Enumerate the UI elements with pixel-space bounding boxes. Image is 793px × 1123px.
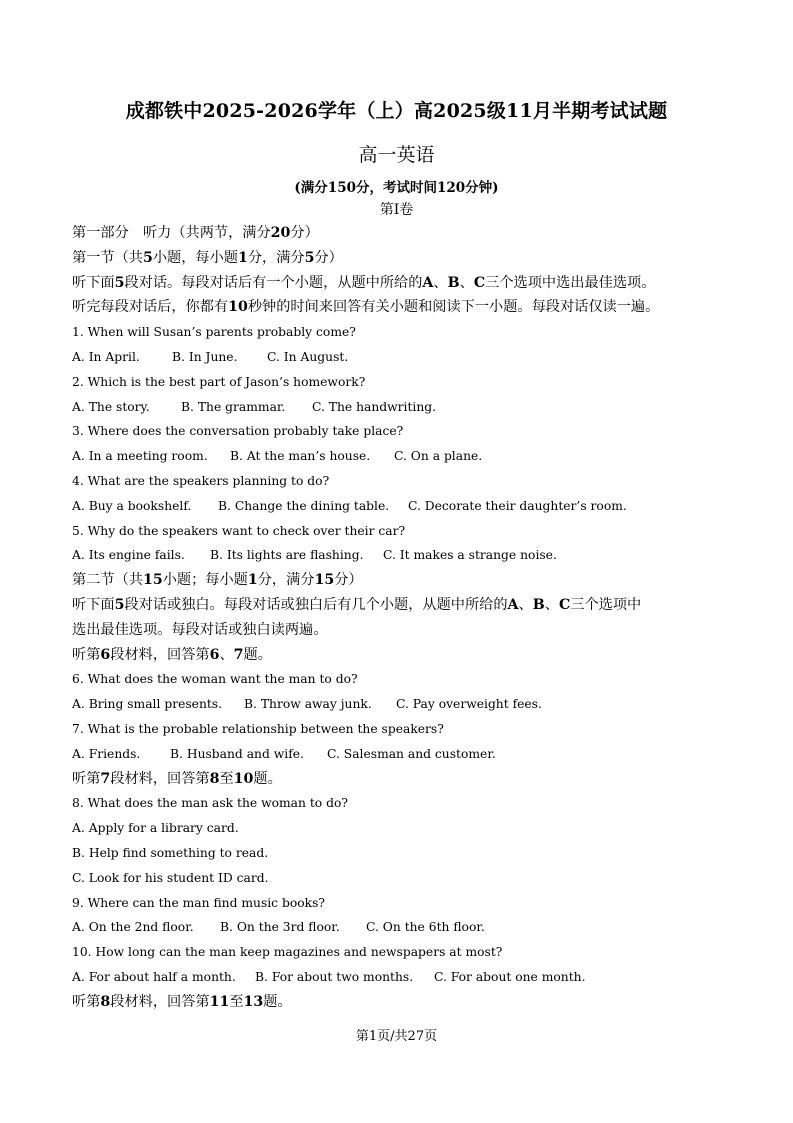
- option-b: B. Its lights are flashing.: [210, 548, 364, 563]
- material-8-heading: 听第8段材料，回答第11至13题。: [72, 993, 292, 1010]
- question-9: 9. Where can the man find music books?: [72, 895, 326, 910]
- exam-content: [72, 221, 737, 1015]
- options-2: [72, 395, 737, 420]
- option-a: A. Buy a bookshelf.: [72, 498, 192, 513]
- question-2: 2. Which is the best part of Jason’s homework?: [72, 374, 366, 389]
- option-a: A. On the 2nd floor.: [72, 920, 194, 935]
- option-c: C. For about one month.: [434, 969, 586, 984]
- option-c: C. On a plane.: [394, 449, 483, 464]
- option-a: A. The story.: [72, 399, 150, 414]
- options-4: [72, 494, 737, 519]
- option-b: B. On the 3rd floor.: [220, 920, 340, 935]
- section1-heading: 第一节（共5小题，每小题1分，满分5分）: [72, 249, 343, 266]
- option-8b: B. Help find something to read.: [72, 845, 269, 860]
- option-a: A. For about half a month.: [72, 969, 236, 984]
- option-c: C. It makes a strange noise.: [383, 548, 557, 563]
- page-footer: 第1页/共27页: [355, 1029, 438, 1044]
- question-7: 7. What is the probable relationship between the speakers?: [72, 721, 444, 736]
- options-6: [72, 692, 737, 717]
- volume-label: 第I卷: [379, 202, 414, 218]
- option-b: B. At the man’s house.: [230, 449, 371, 464]
- question-1: 1. When will Susan’s parents probably come?: [72, 325, 356, 340]
- part1-heading: 第一部分 听力（共两节，满分20分）: [72, 225, 319, 241]
- option-c: C. Pay overweight fees.: [396, 697, 542, 712]
- option-8a: A. Apply for a library card.: [72, 821, 239, 836]
- section2-instruction-2: 选出最佳选项。每段对话或独白读两遍。: [72, 621, 328, 638]
- question-4: 4. What are the speakers planning to do?: [72, 473, 330, 488]
- exam-title: 成都铁中2025-2026学年（上）高2025级11月半期考试试题: [125, 100, 668, 122]
- question-5: 5. Why do the speakers want to check over their car?: [72, 523, 406, 538]
- option-b: B. For about two months.: [255, 969, 414, 984]
- option-b: B. Husband and wife.: [170, 746, 304, 761]
- option-c: C. In August.: [267, 349, 349, 364]
- section1-instruction-1: 听下面5段对话。每段对话后有一个小题，从题中所给的A、B、C三个选项中选出最佳选项。: [72, 274, 656, 291]
- option-b: B. Throw away junk.: [244, 697, 372, 712]
- options-5: [72, 543, 737, 568]
- option-8c: C. Look for his student ID card.: [72, 870, 269, 885]
- options-9: [72, 915, 737, 940]
- section1-instruction-2: 听完每段对话后，你都有10秒钟的时间来回答有关小题和阅读下一小题。每段对话仅读一遍。: [72, 299, 660, 316]
- option-b: B. The grammar.: [181, 399, 286, 414]
- option-c: C. On the 6th floor.: [366, 920, 485, 935]
- section2-instruction-1: 听下面5段对话或独白。每段对话或独白后有几个小题，从题中所给的A、B、C三个选项中: [72, 596, 642, 613]
- score-note: (满分150分，考试时间120分钟): [294, 180, 499, 196]
- material-6-heading: 听第6段材料，回答第6、7题。: [72, 646, 272, 663]
- option-a: A. In April.: [72, 349, 140, 364]
- question-10: 10. How long can the man keep magazines and newspapers at most?: [72, 945, 503, 960]
- options-7: [72, 742, 737, 767]
- option-a: A. In a meeting room.: [72, 449, 208, 464]
- question-6: 6. What does the woman want the man to do?: [72, 672, 358, 687]
- subject-title: 高一英语: [358, 144, 435, 166]
- option-c: C. Decorate their daughter’s room.: [408, 498, 627, 513]
- options-10: [72, 965, 737, 990]
- option-c: C. The handwriting.: [312, 399, 437, 414]
- option-a: A. Friends.: [72, 746, 141, 761]
- options-1: [72, 345, 737, 370]
- section2-heading: 第二节（共15小题；每小题1分，满分15分）: [72, 572, 363, 589]
- option-b: B. In June.: [172, 349, 238, 364]
- option-b: B. Change the dining table.: [218, 498, 390, 513]
- option-a: A. Its engine fails.: [72, 548, 185, 563]
- options-3: [72, 444, 737, 469]
- question-8: 8. What does the man ask the woman to do?: [72, 796, 348, 811]
- option-c: C. Salesman and customer.: [327, 746, 496, 761]
- material-7-heading: 听第7段材料，回答第8至10题。: [72, 770, 282, 787]
- question-3: 3. Where does the conversation probably take place?: [72, 424, 404, 439]
- option-a: A. Bring small presents.: [72, 697, 223, 712]
